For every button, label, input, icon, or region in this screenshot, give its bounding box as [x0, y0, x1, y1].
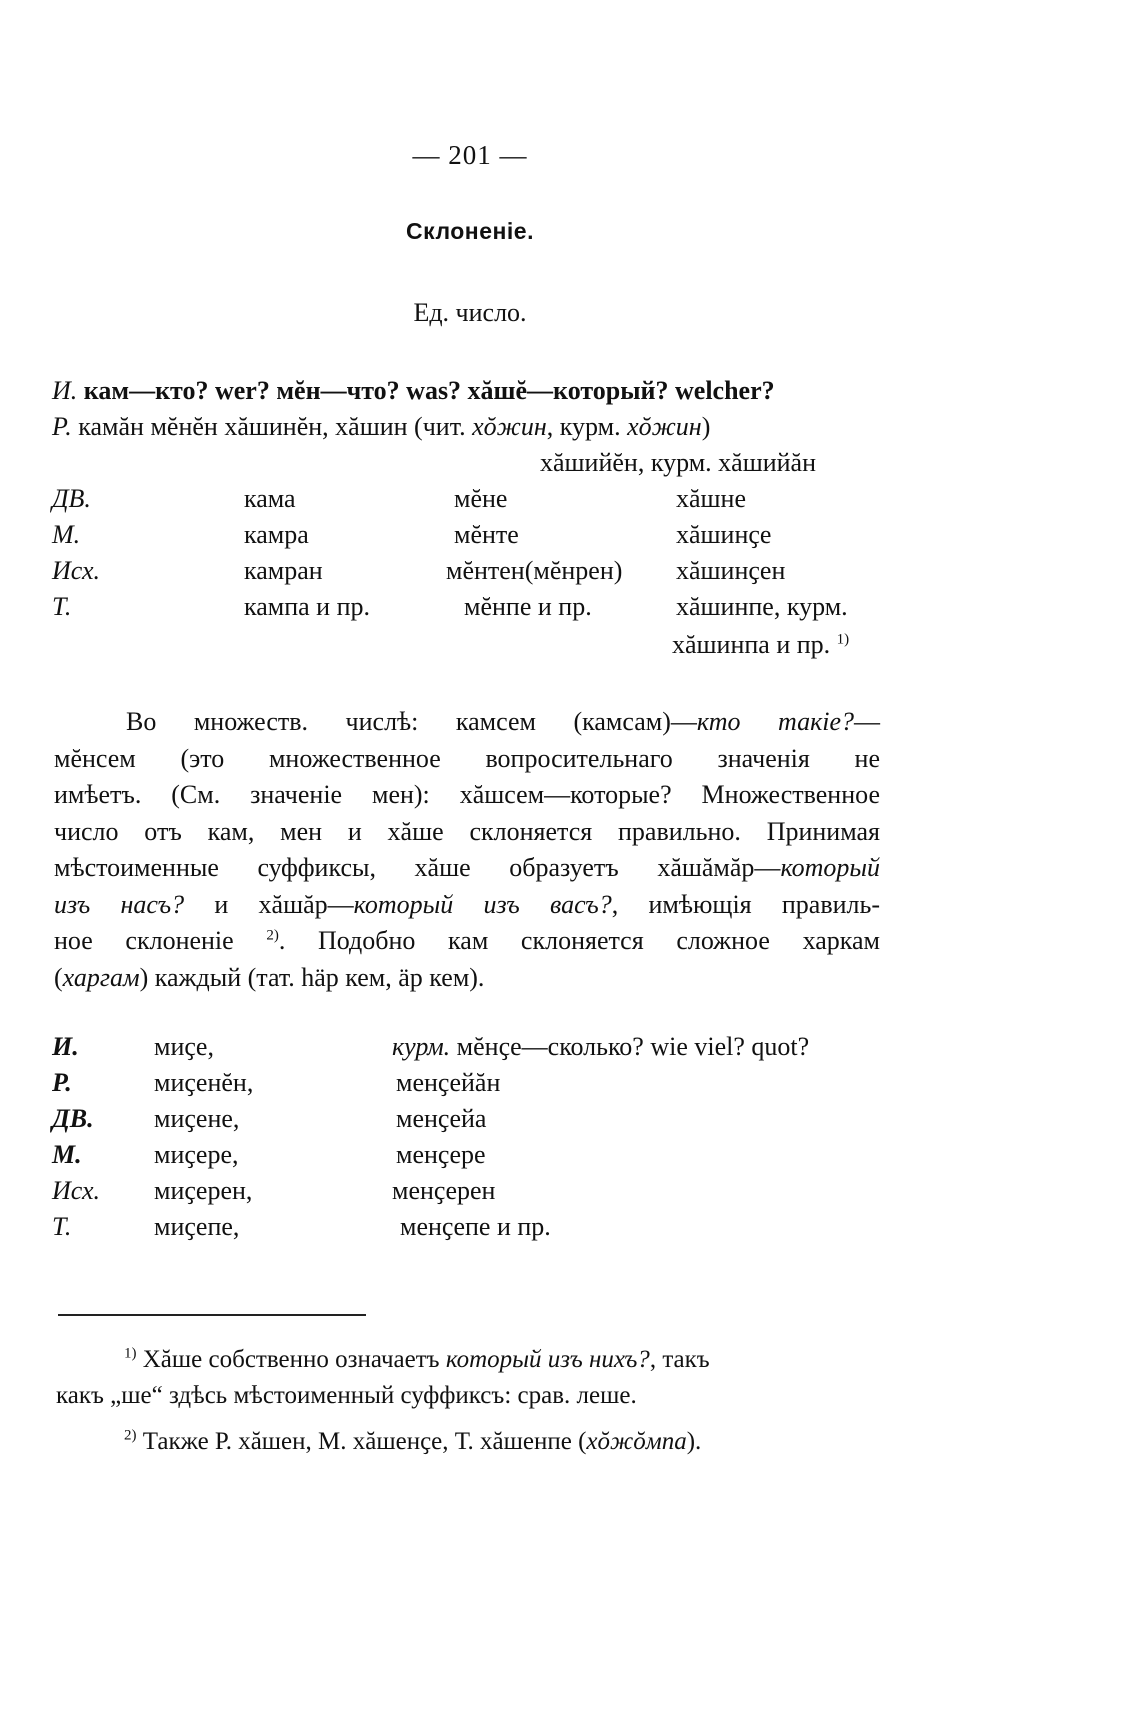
- plural-paragraph: [54, 704, 880, 996]
- italic-run: который изъ васъ?: [353, 889, 612, 919]
- table2-ish-c2: менҫерен: [392, 1176, 496, 1205]
- header-italic: курм.: [392, 1032, 451, 1061]
- table2-case-m: М.: [52, 1140, 82, 1169]
- text-run: и хăшăр—: [184, 889, 354, 919]
- table2-dv-c2: менҫейа: [396, 1104, 487, 1133]
- text-run: . Подобно кам склоняется сложное харкам: [278, 926, 880, 955]
- para-line-5: [54, 850, 880, 887]
- table1-row2-continuation: хăшийĕн, курм. хăшийăн: [540, 448, 817, 477]
- text-run: Также Р. хăшен, М. хăшенҫе, Т. хăшенпе (: [136, 1428, 587, 1455]
- row-italic-a: хŏжин: [472, 412, 547, 441]
- table1-dv-c3: хăшне: [676, 484, 747, 513]
- table1-t-c1: кампа и пр.: [244, 592, 371, 621]
- text-run: Во множеств. числѣ: камсем (камсам)—: [126, 707, 697, 736]
- text-run: —: [854, 707, 880, 736]
- italic-run: который изъ нихъ?: [445, 1346, 650, 1373]
- table2-m-c1: миҫере,: [154, 1140, 239, 1169]
- table1-dv-c1: кама: [244, 484, 296, 513]
- para-line-1: [54, 704, 880, 741]
- table1-row1: [52, 378, 775, 404]
- para-line-6: [54, 887, 880, 924]
- para-line-4: число отъ кам, мен и хăше склоняется правильно. Принимая: [54, 816, 880, 846]
- page-number: — 201 —: [412, 140, 528, 170]
- table2-header: [392, 1034, 809, 1060]
- table1-row2: [52, 414, 710, 440]
- table1-case-t: Т.: [52, 592, 72, 621]
- text-run: , имѣющія правиль-: [611, 889, 881, 919]
- header-text: мĕнҫе—сколько? wie viel? quot?: [450, 1032, 810, 1061]
- table2-case-dv: ДВ.: [52, 1104, 94, 1133]
- footnote-ref-1: 1): [836, 631, 850, 648]
- table1-t-c2: мĕнпе и пр.: [464, 592, 592, 621]
- footnote-1-line-2: какъ „ше“ здѣсь мѣстоименный суффиксъ: срав. леше.: [56, 1382, 637, 1409]
- case-label: Р.: [52, 412, 72, 441]
- table1-case-m: М.: [52, 520, 81, 549]
- para-line-2: мĕнсем (это множественное вопросительнаго значенія не: [54, 743, 880, 773]
- footnote-2: [124, 1428, 701, 1456]
- text-run: ) каждый (тат. häр кем, äр кем).: [139, 962, 485, 992]
- table1-m-c2: мĕнте: [454, 520, 519, 549]
- text-run: ).: [686, 1428, 702, 1455]
- table2-case-t: Т.: [52, 1212, 72, 1241]
- table1-t-c3: хăшинпе, курм.: [676, 592, 848, 621]
- text-run: Хăше собственно означаетъ: [136, 1346, 446, 1373]
- row-text-c: ): [701, 412, 711, 441]
- text-run: мѣстоименные суффиксы, хăше образуетъ хăшăмăр—: [54, 853, 781, 882]
- case-label: И.: [52, 376, 78, 405]
- footnote-separator: [58, 1314, 366, 1316]
- table2-case-i: И.: [52, 1032, 79, 1061]
- table1-ish-c3: хăшинҫен: [676, 556, 786, 585]
- text-run: ное склоненіе: [54, 926, 267, 955]
- footnote-mark-2: 2): [124, 1427, 137, 1444]
- row-text: кам—кто? wer? мĕн—что? was? хăшĕ—который? welcher?: [83, 376, 775, 405]
- table1-ish-c2: мĕнтен(мĕнрен): [446, 556, 623, 585]
- table2-t-c2: менҫепе и пр.: [400, 1212, 551, 1241]
- table2-case-r: Р.: [52, 1068, 72, 1097]
- table1-ish-c1: камран: [244, 556, 323, 585]
- italic-run: который: [780, 853, 880, 882]
- table1-dv-c2: мĕне: [454, 484, 508, 513]
- footnote-1-line-1: [124, 1346, 710, 1374]
- footnote-mark-1: 1): [124, 1345, 137, 1362]
- table1-m-c3: хăшинҫе: [676, 520, 772, 549]
- para-line-8: [54, 960, 880, 997]
- table1-case-dv: ДВ.: [52, 484, 91, 513]
- row-text-a: камăн мĕнĕн хăшинĕн, хăшин (чит.: [78, 412, 473, 441]
- para-line-3: имѣетъ. (См. значеніе мен): хăшсем—которые? Множественное: [54, 780, 880, 809]
- table2-dv-c1: миҫене,: [154, 1104, 240, 1133]
- table1-last-line: [672, 632, 849, 658]
- italic-run: хŏжŏмпа: [586, 1428, 687, 1455]
- table2-ish-c1: миҫерен,: [154, 1176, 253, 1205]
- italic-run: кто такіе?: [696, 707, 854, 736]
- last-line-text: хăшинпа и пр.: [672, 630, 831, 659]
- table2-m-c2: менҫере: [396, 1140, 486, 1169]
- table2-r-c2: менҫейăн: [396, 1068, 501, 1097]
- subheading-singular: Ед. число.: [413, 298, 527, 327]
- row-text-b: , курм.: [546, 412, 628, 441]
- table1-m-c1: камра: [244, 520, 309, 549]
- row-italic-b: хŏжин: [627, 412, 702, 441]
- table2-case-ish: Исх.: [52, 1176, 101, 1205]
- table2-i-c1: миҫе,: [154, 1032, 214, 1061]
- text-run: (: [54, 962, 63, 992]
- footnote-ref-2: 2): [266, 927, 279, 944]
- table2-t-c1: миҫепе,: [154, 1212, 240, 1241]
- para-line-7: [54, 923, 880, 960]
- section-heading: Склоненіе.: [406, 218, 534, 244]
- text-run: , такъ: [649, 1346, 710, 1373]
- italic-run: харгам: [62, 962, 140, 992]
- table1-case-ish: Исх.: [52, 556, 101, 585]
- italic-run: изъ насъ?: [54, 889, 185, 919]
- table2-r-c1: миҫенĕн,: [154, 1068, 254, 1097]
